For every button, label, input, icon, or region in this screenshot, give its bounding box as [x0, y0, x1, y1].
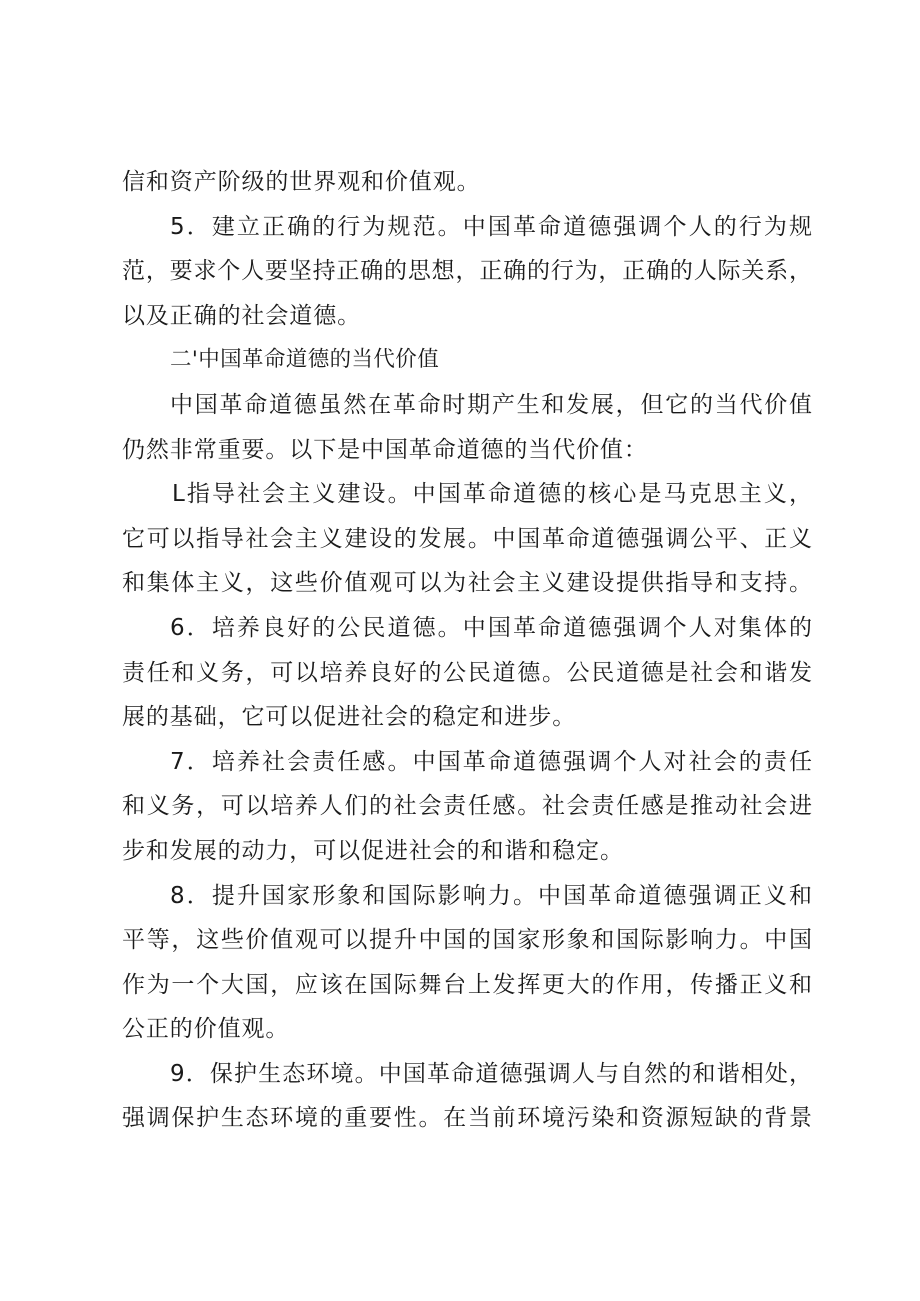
- text-line: 它可以指导社会主义建设的发展。中国革命道德强调公平、正义: [122, 525, 812, 552]
- item-8-heading-line: 8．提升国家形象和国际影响力。中国革命道德强调正义和: [170, 882, 812, 909]
- text-line: 信和资产阶级的世界观和价值观。: [122, 169, 481, 195]
- text-line: 展的基础，它可以促进社会的稳定和进步。: [122, 704, 577, 731]
- text-line: 平等，这些价值观可以提升中国的国家形象和国际影响力。中国: [122, 927, 812, 954]
- text-line: 和义务，可以培养人们的社会责任感。社会责任感是推动社会进: [122, 793, 812, 820]
- paragraph-intro-line: 中国革命道德虽然在革命时期产生和发展，但它的当代价值: [170, 391, 812, 418]
- item-7-heading-line: 7．培养社会责任感。中国革命道德强调个人对社会的责任: [170, 748, 812, 775]
- text-line: 强调保护生态环境的重要性。在当前环境污染和资源短缺的背景: [122, 1105, 812, 1132]
- item-5-heading-line: 5．建立正确的行为规范。中国革命道德强调个人的行为规: [170, 213, 812, 240]
- text-line: 步和发展的动力，可以促进社会的和谐和稳定。: [122, 837, 624, 864]
- item-1-heading-line: L指导社会主义建设。中国革命道德的核心是马克思主义，: [172, 481, 812, 508]
- text-line: 公正的价值观。: [122, 1016, 290, 1043]
- text-line: 范，要求个人要坚持正确的思想，正确的行为，正确的人际关系，: [122, 258, 812, 285]
- text-line: 和集体主义，这些价值观可以为社会主义建设提供指导和支持。: [122, 570, 812, 597]
- section-heading: 二'中国革命道德的当代价值: [170, 347, 440, 373]
- text-line: 作为一个大国，应该在国际舞台上发挥更大的作用，传播正义和: [122, 971, 812, 998]
- text-line: 以及正确的社会道德。: [122, 302, 361, 329]
- text-line: 责任和义务，可以培养良好的公民道德。公民道德是社会和谐发: [122, 659, 812, 686]
- item-9-heading-line: 9．保护生态环境。中国革命道德强调人与自然的和谐相处，: [170, 1060, 812, 1087]
- document-body: [122, 160, 812, 1141]
- text-line: 仍然非常重要。以下是中国革命道德的当代价值：: [122, 436, 648, 463]
- item-6-heading-line: 6．培养良好的公民道德。中国革命道德强调个人对集体的: [170, 614, 812, 641]
